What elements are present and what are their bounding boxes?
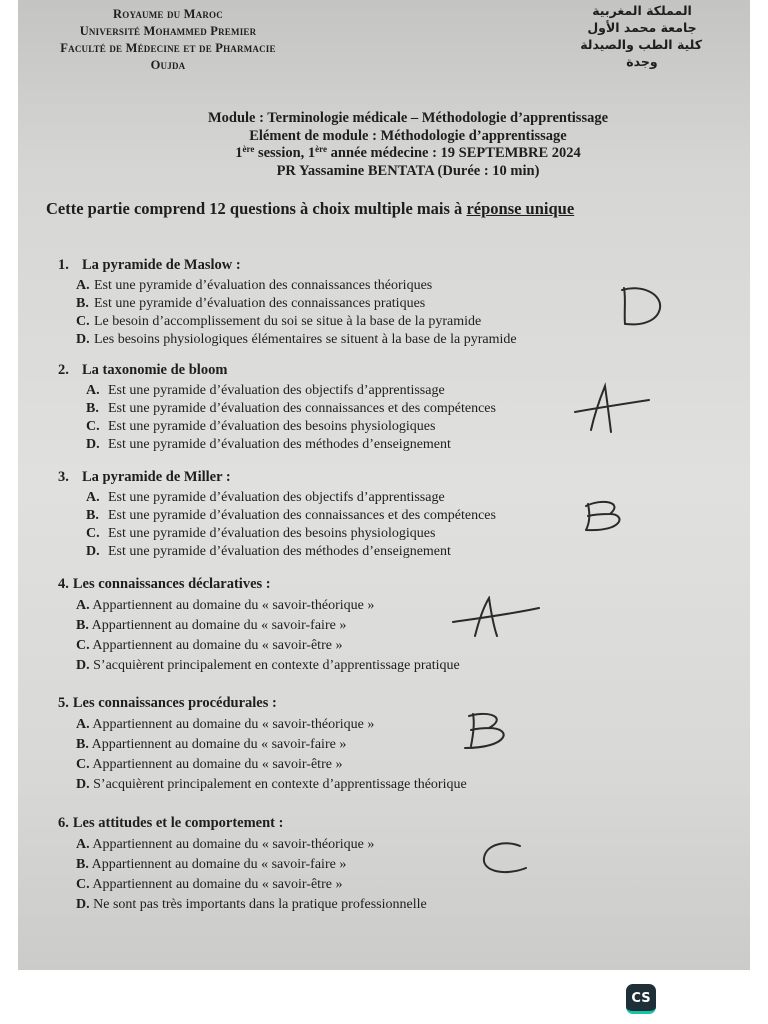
option-c [58,418,638,436]
option-text: Appartiennent au domaine du « savoir-faire » [91,618,347,633]
handwritten-answer-b-icon [451,710,521,754]
instructions-underlined: réponse unique [466,199,575,218]
question-number: 6. [58,815,69,831]
session-text: 1 [235,145,243,161]
option-text: S’acquièrent principalement en contexte d’apprentissage pratique [93,658,460,673]
option-d [58,895,638,915]
question-number: 2. [58,362,69,378]
header-line: Université Mohammed Premier [79,24,257,38]
question-title [58,469,638,489]
option-a [58,596,638,616]
option-b: B. Est une pyramide d’évaluation des connaissances pratiques [76,296,426,311]
question-text: Les connaissances procédurales : [72,695,277,711]
question-number: 4. [58,576,69,592]
option-a [58,715,638,735]
question-text: La pyramide de Miller : [82,469,231,485]
question-6 [58,815,638,915]
option-a [58,489,638,507]
question-text: Les connaissances déclaratives : [72,576,271,592]
option-b [58,400,638,418]
header-line: Faculté de Médecine et de Pharmacie [60,41,276,55]
option-letter: B. [86,508,99,523]
option-text: Appartiennent au domaine du « savoir-théorique » [92,837,375,852]
session-text: année médecine : 19 SEPTEMBRE 2024 [327,145,581,161]
institution-header-ar [582,2,702,70]
option-c [58,875,638,895]
option-text: Est une pyramide d’évaluation des méthodes d’enseignement [108,544,451,559]
option-letter: D. [76,777,90,792]
question-text: La pyramide de Maslow : [82,257,241,273]
option-letter: A. [76,837,90,852]
option-text: Appartiennent au domaine du « savoir-théorique » [92,598,375,613]
option-letter: A. [86,490,100,505]
question-3 [58,469,638,561]
instructions-text: Cette partie comprend 12 questions à choix multiple mais à [46,199,467,218]
option-text: Appartiennent au domaine du « savoir-être » [92,638,343,653]
handwritten-answer-b-icon [580,498,630,534]
option-d [58,436,638,454]
option-letter: D. [86,437,100,452]
question-5 [58,695,638,795]
module-info [168,110,648,180]
header-line-ar: المملكة المغربية [592,3,692,18]
handwritten-answer-c-icon [476,840,532,878]
option-text: Est une pyramide d’évaluation des connaissances et des compétences [108,401,496,416]
option-letter: A. [76,598,90,613]
question-title [58,257,638,277]
option-letter: D. [76,658,90,673]
option-letter: B. [76,857,89,872]
option-letter: B. [76,618,89,633]
handwritten-answer-a-icon [573,382,653,434]
option-letter: B. [76,737,89,752]
module-element: Elément de module : Méthodologie d’apprentissage [249,127,567,144]
session-info [168,145,648,163]
question-title [58,695,638,715]
option-text: Est une pyramide d’évaluation des connaissances et des compétences [108,508,496,523]
question-number: 5. [58,695,69,711]
option-letter: A. [86,383,100,398]
option-text: Est une pyramide d’évaluation des connaissances pratiques [94,296,426,311]
question-1 [58,257,638,349]
question-2 [58,362,638,454]
handwritten-answer-a-icon [451,596,541,640]
header-line-ar: وجدة [626,54,658,69]
option-b [58,855,638,875]
option-d: D. Les besoins physiologiques élémentaires se situent à la base de la pyramide [76,332,517,347]
option-text: S’acquièrent principalement en contexte d’apprentissage théorique [93,777,467,792]
option-b [58,616,638,636]
session-sup: ère [315,144,327,154]
option-d [58,543,638,561]
professor-info: PR Yassamine BENTATA (Durée : 10 min) [276,162,540,179]
option-letter: A. [76,717,90,732]
option-letter: B. [86,401,99,416]
option-c: C. Le besoin d’accomplissement du soi se situe à la base de la pyramide [76,314,482,329]
option-text: Est une pyramide d’évaluation des besoins physiologiques [108,526,436,541]
option-letter: C. [76,877,90,892]
institution-header-fr [18,6,318,74]
question-title [58,362,638,382]
scanner-app-logo: CS [626,984,656,1014]
question-title [58,815,638,835]
question-text: La taxonomie de bloom [82,362,228,378]
question-text: Les attitudes et le comportement : [72,815,284,831]
option-text: Appartiennent au domaine du « savoir-faire » [91,857,347,872]
header-line: Royaume du Maroc [113,7,223,21]
handwritten-answer-d-icon [618,284,668,330]
option-letter: C. [76,638,90,653]
option-d [58,775,638,795]
question-number: 3. [58,469,69,485]
option-c [58,636,638,656]
session-sup: ère [242,144,255,154]
module-title: Module : Terminologie médicale – Méthodologie d’apprentissage [207,110,609,126]
header-line-ar: كلية الطب والصيدلة [580,37,702,52]
option-a [58,835,638,855]
option-text: Appartiennent au domaine du « savoir-être » [92,757,343,772]
option-letter: C. [86,419,100,434]
option-text: Est une pyramide d’évaluation des méthodes d’enseignement [108,437,451,452]
option-text: Les besoins physiologiques élémentaires se situent à la base de la pyramide [94,332,517,347]
option-text: Appartiennent au domaine du « savoir-théorique » [92,717,375,732]
session-text: session, 1 [254,145,316,161]
option-text: Le besoin d’accomplissement du soi se situe à la base de la pyramide [94,314,482,329]
exam-paper [18,0,750,970]
instructions [46,199,574,219]
option-letter: D. [86,544,100,559]
option-c [58,755,638,775]
question-number: 1. [58,257,69,273]
option-text: Est une pyramide d’évaluation des connaissances théoriques [94,278,433,293]
option-text: Est une pyramide d’évaluation des objectifs d’apprentissage [108,383,445,398]
option-text: Ne sont pas très importants dans la pratique professionnelle [93,897,427,912]
option-letter: C. [76,757,90,772]
option-b [58,507,638,525]
question-title [58,576,638,596]
option-a [58,382,638,400]
option-b [58,735,638,755]
header-line-ar: جامعة محمد الأول [587,20,697,35]
option-d [58,656,638,676]
option-letter: C. [86,526,100,541]
option-text: Appartiennent au domaine du « savoir-faire » [91,737,347,752]
option-text: Est une pyramide d’évaluation des objectifs d’apprentissage [108,490,445,505]
option-letter: D. [76,897,90,912]
question-4 [58,576,638,676]
header-line: Oujda [150,58,186,72]
option-text: Appartiennent au domaine du « savoir-être » [92,877,343,892]
option-text: Est une pyramide d’évaluation des besoins physiologiques [108,419,436,434]
option-c [58,525,638,543]
option-a: A. Est une pyramide d’évaluation des connaissances théoriques [76,278,433,293]
